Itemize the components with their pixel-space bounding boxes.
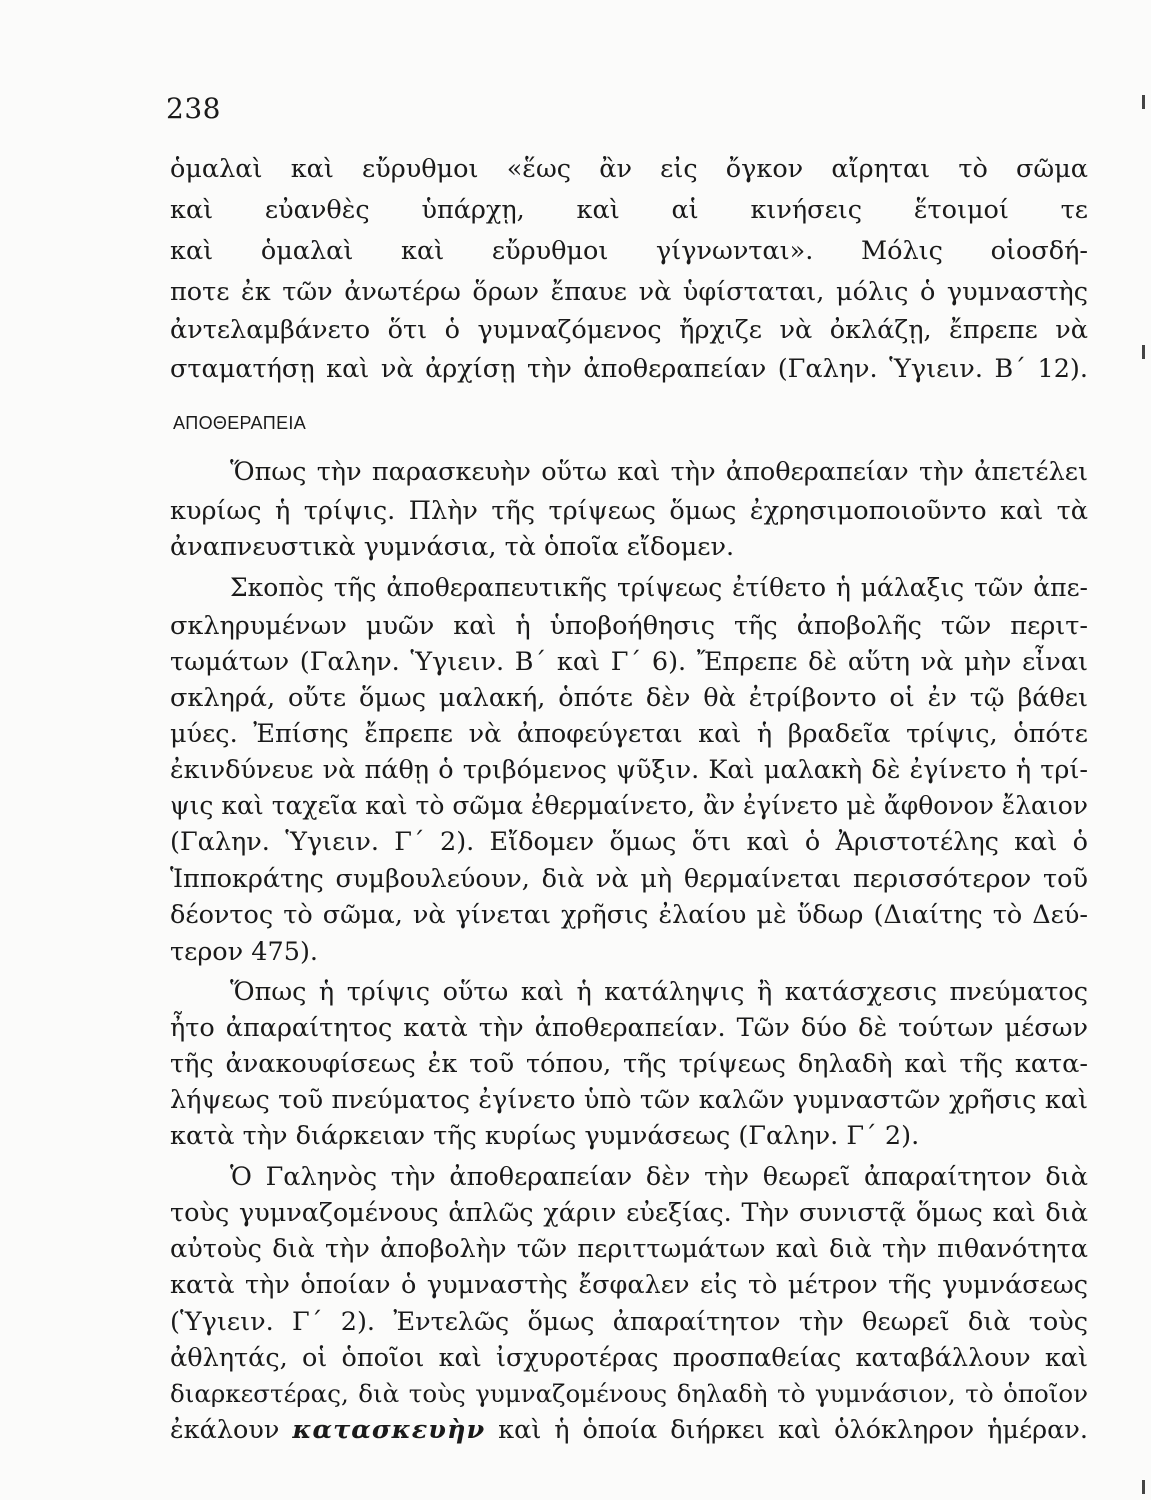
text-line: λήψεως τοῦ πνεύματος ἐγίνετο ὑπὸ τῶν καλῶν γυμναστῶν χρῆσις καὶ bbox=[170, 1085, 1088, 1115]
text-line: διαρκεστέρας, διὰ τοὺς γυμναζομένους δηλαδὴ τὸ γυμνάσιον, τὸ ὁποῖον bbox=[170, 1379, 1088, 1408]
text-line: σκληρυμένων μυῶν καὶ ἡ ὑποβοήθησις τῆς ἀποβολῆς τῶν περιτ- bbox=[170, 611, 1088, 641]
text-line: ἀντελαμβάνετο ὅτι ὁ γυμναζόμενος ἤρχιζε νὰ ὀκλάζῃ, ἔπρεπε νὰ bbox=[170, 315, 1088, 345]
text-line: Ἱπποκράτης συμβουλεύουν, διὰ νὰ μὴ θερμαίνεται περισσότερον τοῦ bbox=[170, 864, 1088, 894]
text-line: τοὺς γυμναζομένους ἁπλῶς χάριν εὐεξίας. Τὴν συνιστᾷ ὅμως καὶ διὰ bbox=[170, 1198, 1088, 1228]
text-line: Ὅπως ἡ τρίψις οὕτω καὶ ἡ κατάληψις ἢ κατάσχεσις πνεύματος bbox=[230, 977, 1088, 1007]
text-line: ψις καὶ ταχεῖα καὶ τὸ σῶμα ἐθερμαίνετο, ἂν ἐγίνετο μὲ ἄφθονον ἔλαιον bbox=[170, 791, 1088, 820]
section-heading: ΑΠΟΘΕΡΑΠΕΙΑ bbox=[173, 413, 307, 433]
text-line: τερον 475). bbox=[170, 937, 318, 967]
text-line: κατὰ τὴν ὁποίαν ὁ γυμναστὴς ἔσφαλεν εἰς τὸ μέτρον τῆς γυμνάσεως bbox=[170, 1270, 1088, 1300]
text-line bbox=[170, 1413, 1088, 1447]
text-line: ἦτο ἀπαραίτητος κατὰ τὴν ἀποθεραπείαν. Τῶν δύο δὲ τούτων μέσων bbox=[170, 1013, 1088, 1043]
text-line: δέοντος τὸ σῶμα, νὰ γίνεται χρῆσις ἐλαίου μὲ ὕδωρ (Διαίτης τὸ Δεύ- bbox=[170, 900, 1088, 930]
text-line: ἀθλητάς, οἱ ὁποῖοι καὶ ἰσχυροτέρας προσπαθείας καταβάλλουν καὶ bbox=[170, 1343, 1088, 1373]
text-line: καὶ ὁμαλαὶ καὶ εὔρυθμοι γίγνωνται». Μόλις οἱοσδή- bbox=[170, 236, 1088, 266]
text-line: τῆς ἀνακουφίσεως ἐκ τοῦ τόπου, τῆς τρίψεως δηλαδὴ καὶ τῆς κατα- bbox=[170, 1049, 1088, 1079]
text-line: σκληρά, οὔτε ὅμως μαλακή, ὁπότε δὲν θὰ ἐτρίβοντο οἱ ἐν τῷ βάθει bbox=[170, 683, 1088, 713]
scan-edge-mark bbox=[1142, 95, 1145, 109]
text-line: ἐκινδύνευε νὰ πάθῃ ὁ τριβόμενος ψῦξιν. Καὶ μαλακὴ δὲ ἐγίνετο ἡ τρί- bbox=[170, 755, 1088, 785]
text-line: ὁμαλαὶ καὶ εὔρυθμοι «ἕως ἂν εἰς ὄγκον αἴρηται τὸ σῶμα bbox=[170, 154, 1088, 184]
last-line-start: ἐκάλουν bbox=[170, 1415, 293, 1445]
text-line: σταματήσῃ καὶ νὰ ἀρχίσῃ τὴν ἀποθεραπείαν (Γαλην. Ὑγιειν. Β΄ 12). bbox=[170, 354, 1088, 384]
text-line: Σκοπὸς τῆς ἀποθεραπευτικῆς τρίψεως ἐτίθετο ἡ μάλαξις τῶν ἀπε- bbox=[230, 573, 1088, 602]
text-line: κυρίως ἡ τρίψις. Πλὴν τῆς τρίψεως ὅμως ἐχρησιμοποιοῦντο καὶ τὰ bbox=[170, 496, 1088, 526]
text-line: αὐτοὺς διὰ τὴν ἀποβολὴν τῶν περιττωμάτων καὶ διὰ τὴν πιθανότητα bbox=[170, 1234, 1088, 1264]
text-line: κατὰ τὴν διάρκειαν τῆς κυρίως γυμνάσεως (Γαλην. Γ΄ 2). bbox=[170, 1121, 920, 1151]
text-line: τωμάτων (Γαλην. Ὑγιειν. Β΄ καὶ Γ΄ 6). Ἔπρεπε δὲ αὕτη νὰ μὴν εἶναι bbox=[170, 647, 1088, 677]
text-line: καὶ εὐανθὲς ὑπάρχῃ, καὶ αἱ κινήσεις ἕτοιμοί τε bbox=[170, 195, 1088, 225]
text-line: ποτε ἐκ τῶν ἀνωτέρω ὅρων ἔπαυε νὰ ὑφίσταται, μόλις ὁ γυμναστὴς bbox=[170, 277, 1088, 307]
scan-edge-mark bbox=[1142, 345, 1145, 359]
text-line: Ὁ Γαληνὸς τὴν ἀποθεραπείαν δὲν τὴν θεωρεῖ ἀπαραίτητον διὰ bbox=[230, 1162, 1088, 1192]
text-line: ἀναπνευστικὰ γυμνάσια, τὰ ὁποῖα εἴδομεν. bbox=[170, 532, 735, 562]
text-line: (Ὑγιειν. Γ΄ 2). Ἐντελῶς ὅμως ἀπαραίτητον τὴν θεωρεῖ διὰ τοὺς bbox=[170, 1307, 1088, 1337]
text-line: Ὅπως τὴν παρασκευὴν οὕτω καὶ τὴν ἀποθεραπείαν τὴν ἀπετέλει bbox=[230, 457, 1088, 487]
bold-term: κατασκευὴν bbox=[292, 1415, 486, 1445]
scan-edge-mark bbox=[1142, 1480, 1145, 1494]
page-number: 238 bbox=[166, 92, 221, 125]
last-line-end: καὶ ἡ ὁποία διήρκει καὶ ὁλόκληρον ἡμέραν. bbox=[485, 1415, 1089, 1445]
text-line: (Γαλην. Ὑγιειν. Γ΄ 2). Εἴδομεν ὅμως ὅτι καὶ ὁ Ἀριστοτέλης καὶ ὁ bbox=[170, 827, 1088, 857]
text-line: μύες. Ἐπίσης ἔπρεπε νὰ ἀποφεύγεται καὶ ἡ βραδεῖα τρίψις, ὁπότε bbox=[170, 719, 1088, 749]
